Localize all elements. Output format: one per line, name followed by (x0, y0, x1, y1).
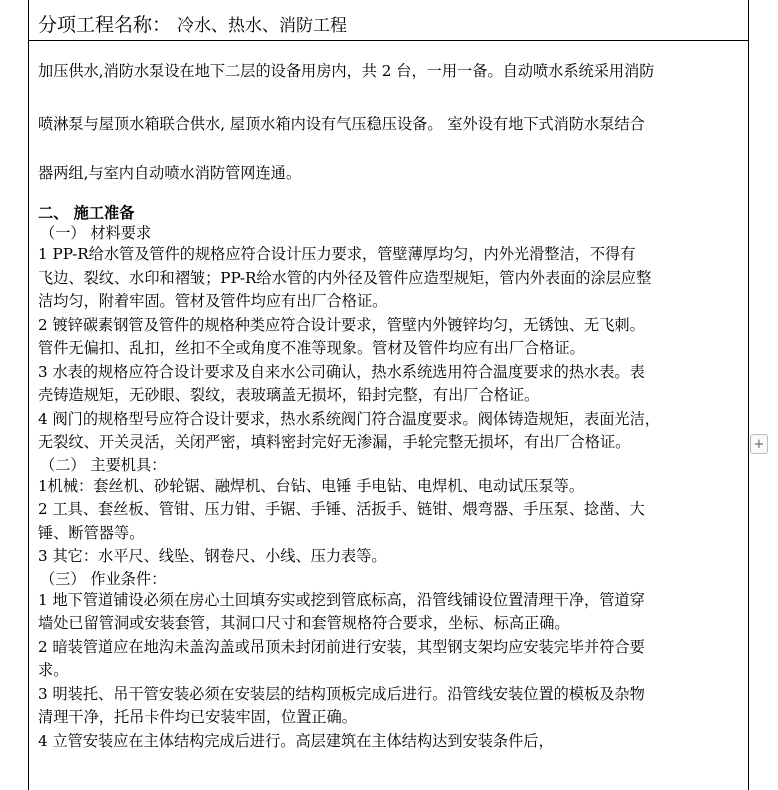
section-heading-preparation: 二、 施工准备 (38, 204, 135, 222)
expand-plus-button[interactable] (750, 434, 768, 454)
intro-line: 器两组,与室内自动喷水消防管网连通。 (38, 164, 302, 182)
subsection-heading-materials: （一） 材料要求 (40, 224, 152, 242)
material-item-2: 2 镀锌碳素钢管及管件的规格种类应符合设计要求，管壁内外镀锌均匀，无锈蚀、无飞刺。 管件无偏扣、乱扣，丝扣不全或角度不准等现象。管材及管件均应有出厂合格证。 (38, 315, 645, 357)
condition-item-3: 3 明装托、吊干管安装必须在安装层的结构顶板完成后进行。沿管线安装位置的模板及杂物 清理干净，托吊卡件均已安装牢固，位置正确。 (38, 684, 645, 726)
material-item-3: 3 水表的规格应符合设计要求及自来水公司确认，热水系统选用符合温度要求的热水表。表 壳铸造规矩，无砂眼、裂纹，表玻璃盖无损坏，铅封完整，有出厂合格证。 (38, 362, 645, 404)
intro-line: 加压供水,消防水泵设在地下二层的设备用房内，共 2 台，一用一备。自动喷水系统采用消防 (38, 62, 655, 80)
material-item-1: 1 PP-R给水管及管件的规格应符合设计压力要求，管壁薄厚均匀，内外光滑整洁，不得有 飞边、裂纹、水印和褶皱；PP-R给水管的内外径及管件应造型规矩，管内外表面的涂层应整 洁均匀，附着牢固。管材及管件均应有出厂合格证。 (38, 245, 652, 310)
condition-item-4: 4 立管安装应在主体结构完成后进行。高层建筑在主体结构达到安装条件后， (38, 731, 554, 750)
document-body (29, 45, 748, 753)
condition-item-2: 2 暗装管道应在地沟未盖沟盖或吊顶未封闭前进行安装，其型钢支架均应安装完毕并符合要 求。 (38, 637, 645, 679)
project-name-label: 分项工程名称： (38, 14, 172, 36)
tools-item-3: 3 其它：水平尺、线坠、钢卷尺、小线、压力表等。 (38, 547, 387, 565)
header-row (29, 0, 748, 41)
condition-item-1: 1 地下管道铺设必须在房心土回填夯实或挖到管底标高，沿管线铺设位置清理干净，管道穿 墙处已留管洞或安装套管，其洞口尺寸和套管规格符合要求，坐标、标高正确。 (38, 590, 645, 632)
subsection-heading-conditions: （三） 作业条件： (40, 569, 167, 588)
plus-icon: + (753, 436, 765, 452)
material-item-4: 4 阀门的规格型号应符合设计要求，热水系统阀门符合温度要求。阀体铸造规矩，表面光洁， 无裂纹、开关灵活，关闭严密，填料密封完好无渗漏，手轮完整无损坏，有出厂合格证。 (38, 409, 660, 451)
subsection-heading-tools: （二） 主要机具： (40, 455, 167, 474)
project-name-value: 冷水、热水、消防工程 (177, 16, 348, 36)
document-frame (28, 0, 749, 790)
tools-item-2: 2 工具、套丝板、管钳、压力钳、手锯、手锤、活扳手、链钳、煨弯器、手压泵、捻凿、大 锤、断管器等。 (38, 500, 645, 542)
intro-line: 喷淋泵与屋顶水箱联合供水, 屋顶水箱内设有气压稳压设备。 室外设有地下式消防水泵结合 (38, 115, 645, 133)
tools-item-1: 1机械：套丝机、砂轮锯、融焊机、台钻、电锤 手电钻、电焊机、电动试压泵等。 (38, 476, 585, 495)
